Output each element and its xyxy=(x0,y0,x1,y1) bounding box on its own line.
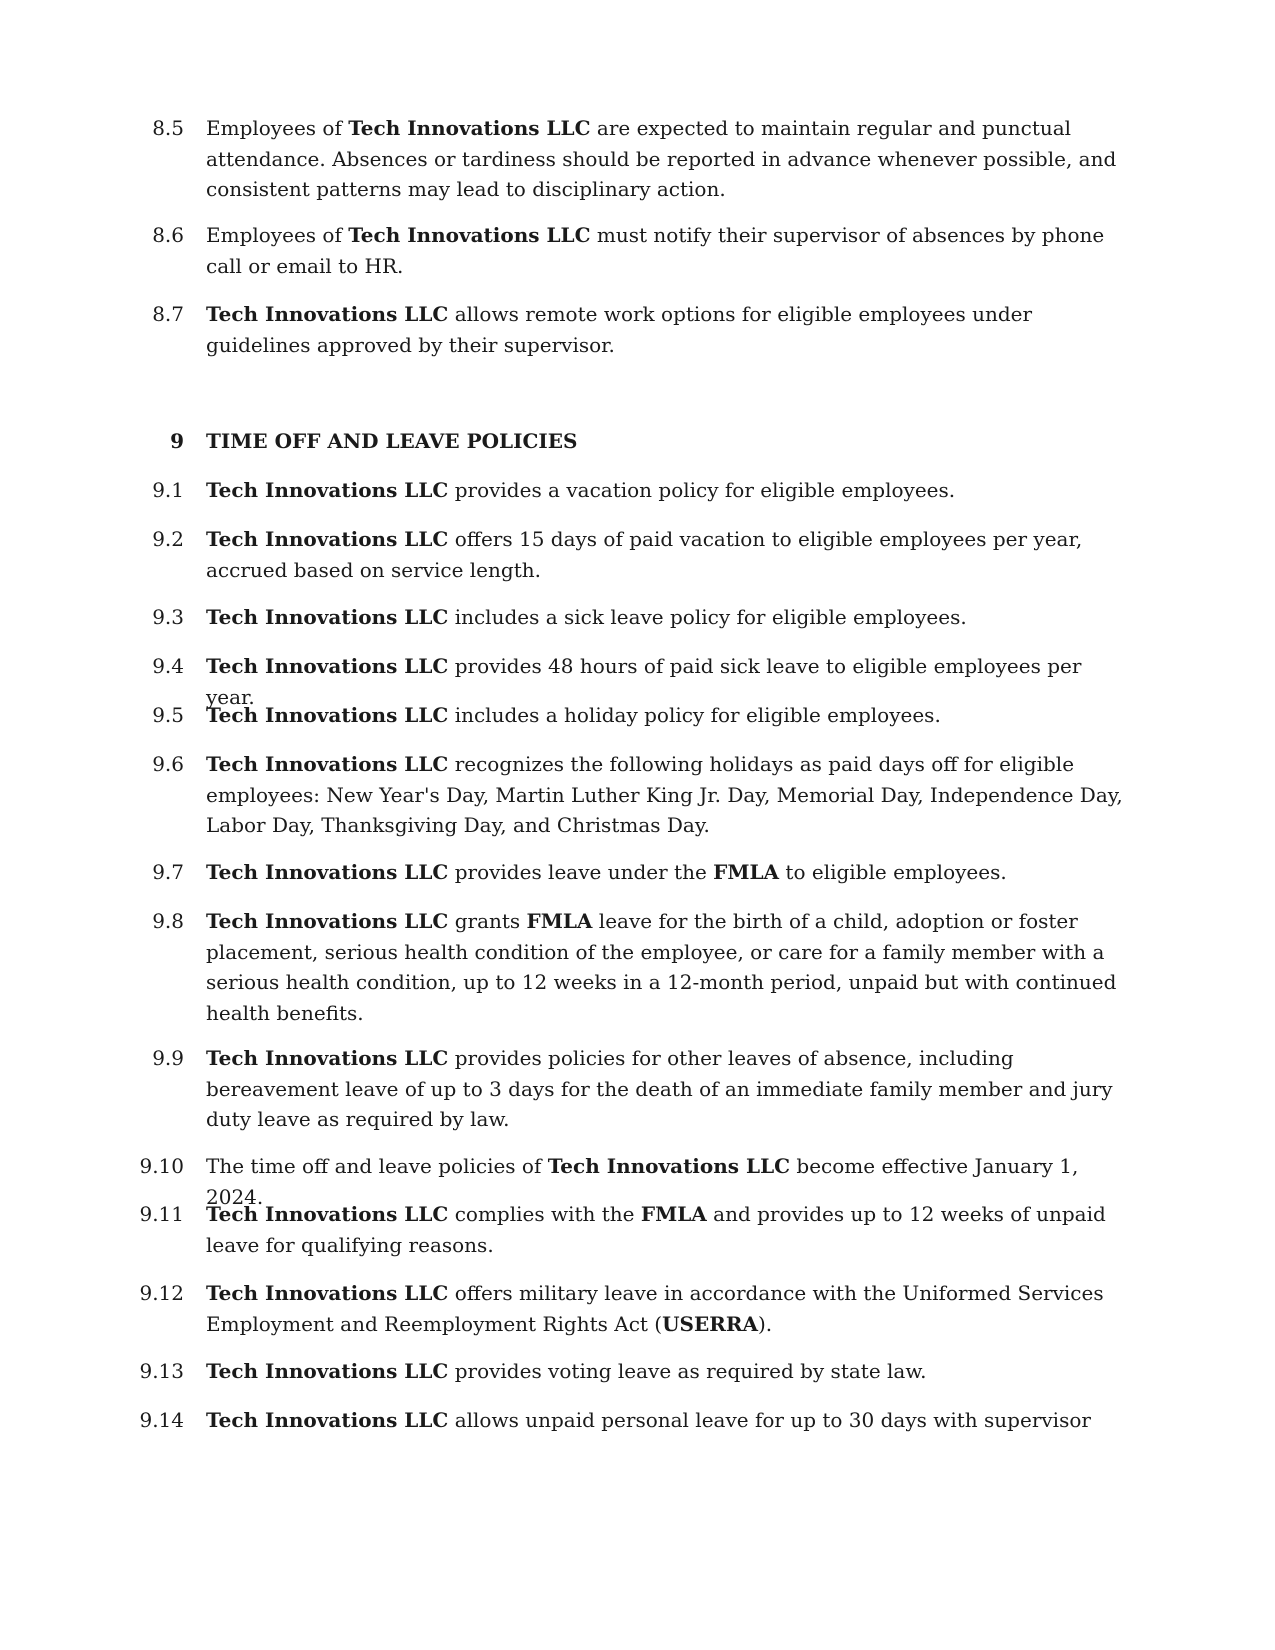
clause-text xyxy=(206,299,1126,360)
bold-term: Tech Innovations LLC xyxy=(206,703,449,727)
text-run: are expected to maintain regular and punctual attendance. Absences or tardiness should be reported in advance whenever possible, and consistent patterns may lead to disciplinary action. xyxy=(206,116,1117,201)
clause-number: 9.7 xyxy=(152,860,184,884)
text-run: become effective January 1, 2024. xyxy=(206,1154,1079,1209)
clause-number: 9.11 xyxy=(139,1202,184,1226)
text-run: recognizes the following holidays as paid days off for eligible employees: New Year's Day, Martin Luther King Jr. Day, Memorial Day, Independence Day, Labor Day, Thanksgiving Day, and Christmas Day. xyxy=(206,752,1123,837)
clause-number: 8.7 xyxy=(152,302,184,326)
text-run: offers 15 days of paid vacation to eligible employees per year, accrued based on service length. xyxy=(206,527,1083,582)
text-run: leave for the birth of a child, adoption or foster placement, serious health condition of the employee, or care for a family member with a serious health condition, up to 12 weeks in a 12-month period, unpaid but with continued health benefits. xyxy=(206,909,1117,1025)
clause-text xyxy=(206,1356,1126,1387)
clause-number: 9.5 xyxy=(152,703,184,727)
text-run: offers military leave in accordance with the Uniformed Services Employment and Reemployment Rights Act ( xyxy=(206,1281,1104,1336)
bold-term: Tech Innovations LLC xyxy=(206,654,449,678)
text-run: must notify their supervisor of absences by phone call or email to HR. xyxy=(206,223,1105,278)
clause-number: 9.3 xyxy=(152,605,184,629)
bold-term: Tech Innovations LLC xyxy=(206,1046,449,1070)
bold-term: Tech Innovations LLC xyxy=(206,605,449,629)
text-run: and provides up to 12 weeks of unpaid leave for qualifying reasons. xyxy=(206,1202,1106,1257)
clause-number: 9.13 xyxy=(139,1359,184,1383)
text-run: includes a holiday policy for eligible employees. xyxy=(448,703,941,727)
bold-term: Tech Innovations LLC xyxy=(348,116,591,140)
clause-number: 9.1 xyxy=(152,478,184,502)
clause-text xyxy=(206,1199,1126,1260)
bold-term: FMLA xyxy=(640,1202,707,1226)
bold-term: USERRA xyxy=(662,1311,758,1336)
clause-text xyxy=(206,524,1126,585)
text-run: Employees of xyxy=(206,116,349,140)
bold-term: Tech Innovations LLC xyxy=(206,752,449,776)
clause-number: 8.5 xyxy=(152,116,184,140)
bold-term: Tech Innovations LLC xyxy=(206,302,449,326)
clause-text xyxy=(206,857,1126,888)
text-run: provides a vacation policy for eligible employees. xyxy=(448,478,956,502)
clause-number: 9.8 xyxy=(152,909,184,933)
clause-text xyxy=(206,602,1126,633)
text-run: provides voting leave as required by state law. xyxy=(448,1359,927,1383)
bold-term: FMLA xyxy=(526,909,593,933)
clause-text xyxy=(206,1405,1126,1436)
text-run: ). xyxy=(757,1311,773,1336)
text-run: includes a sick leave policy for eligible employees. xyxy=(448,605,967,629)
clause-number: 9.12 xyxy=(139,1281,184,1305)
clause-number: 9.9 xyxy=(152,1046,184,1070)
text-run: Employees of xyxy=(206,223,349,247)
clause-number: 8.6 xyxy=(152,223,184,247)
bold-term: Tech Innovations LLC xyxy=(206,1202,449,1226)
clause-text xyxy=(206,749,1126,841)
bold-term: FMLA xyxy=(713,860,780,884)
clause-number: 9.14 xyxy=(139,1408,184,1432)
text-run: provides 48 hours of paid sick leave to eligible employees per year. xyxy=(206,654,1082,709)
section-title: TIME OFF AND LEAVE POLICIES xyxy=(206,429,578,453)
bold-term: Tech Innovations LLC xyxy=(206,1408,449,1432)
clause-text xyxy=(206,220,1126,281)
text-run: allows remote work options for eligible employees under guidelines approved by their supervisor. xyxy=(206,302,1033,357)
clause-text xyxy=(206,906,1126,1028)
clause-number: 9.6 xyxy=(152,752,184,776)
bold-term: Tech Innovations LLC xyxy=(348,223,591,247)
text-run: The time off and leave policies of xyxy=(206,1154,548,1178)
clause-text xyxy=(206,1043,1126,1135)
clause-text xyxy=(206,113,1126,205)
bold-term: Tech Innovations LLC xyxy=(206,478,449,502)
text-run: provides leave under the xyxy=(448,860,714,884)
clause-number: 9.4 xyxy=(152,654,184,678)
text-run: to eligible employees. xyxy=(779,860,1007,884)
text-run: provides policies for other leaves of absence, including bereavement leave of up to 3 days for the death of an immediate family member and jury duty leave as required by law. xyxy=(206,1046,1113,1131)
bold-term: Tech Innovations LLC xyxy=(206,1281,449,1305)
bold-term: Tech Innovations LLC xyxy=(206,860,449,884)
bold-term: Tech Innovations LLC xyxy=(206,527,449,551)
clause-number: 9.2 xyxy=(152,527,184,551)
text-run: grants xyxy=(448,909,527,933)
clause-text xyxy=(206,1278,1126,1339)
clause-text xyxy=(206,475,1126,506)
bold-term: Tech Innovations LLC xyxy=(206,1359,449,1383)
clause-number: 9.10 xyxy=(139,1154,184,1178)
text-run: complies with the xyxy=(448,1202,641,1226)
bold-term: Tech Innovations LLC xyxy=(547,1154,791,1178)
clause-text xyxy=(206,700,1126,731)
text-run: allows unpaid personal leave for up to 30 days with supervisor xyxy=(448,1408,1091,1432)
section-number: 9 xyxy=(170,429,184,453)
bold-term: Tech Innovations LLC xyxy=(206,909,449,933)
